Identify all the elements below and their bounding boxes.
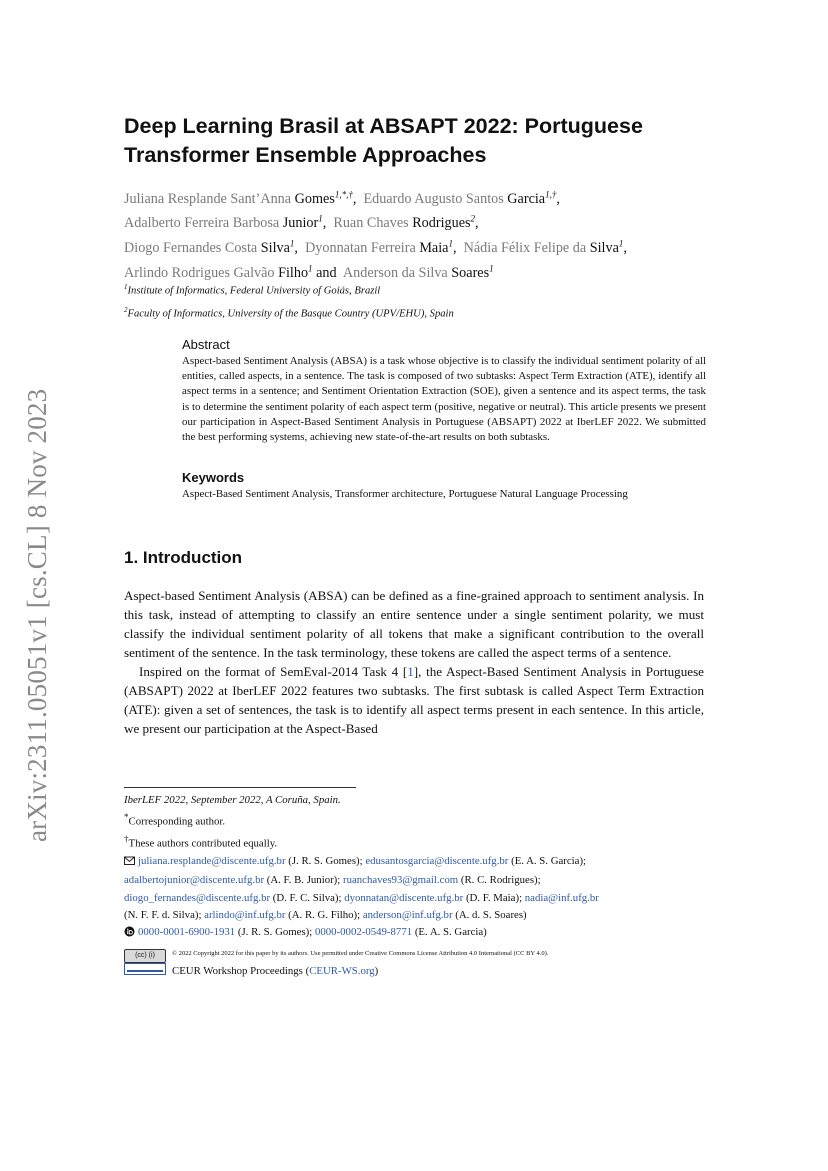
ceur-line: CEUR Workshop Proceedings (CEUR-WS.org) — [124, 963, 714, 980]
author: Anderson da Silva Soares$^1$ — [342, 263, 494, 281]
footnote-divider — [124, 787, 356, 788]
email-link[interactable]: dyonnatan@discente.ufg.br — [344, 891, 464, 904]
paper-title: Deep Learning Brasil at ABSAPT 2022: Portuguese Transformer Ensemble Approaches — [124, 114, 643, 167]
introduction-body — [124, 586, 704, 738]
author: Diogo Fernandes Costa Silva$^1$, — [124, 238, 298, 257]
author-list — [124, 184, 724, 283]
email-line: adalbertojunior@discente.ufg.br (A. F. B. Junior); ruanchaves93@gmail.com (R. C. Rodrigues); — [124, 874, 541, 887]
corresponding-note: *Corresponding author. — [124, 812, 226, 828]
email-link[interactable]: nadia@inf.ufg.br — [524, 891, 599, 904]
email-link[interactable]: adalbertojunior@discente.ufg.br — [124, 874, 265, 887]
email-link[interactable]: edusantosgarcia@discente.ufg.br — [365, 855, 509, 868]
email-line: (N. F. F. d. Silva); arlindo@inf.ufg.br (A. R. G. Filho); anderson@inf.ufg.br (A. d. S. Soares) — [124, 908, 527, 921]
email-link[interactable]: juliana.resplande@discente.ufg.br — [138, 855, 286, 868]
arxiv-identifier-stamp: arXiv:2311.05051v1 [cs.CL] 8 Nov 2023 — [22, 388, 52, 842]
venue-note: IberLEF 2022, September 2022, A Coruña, Spain. — [124, 794, 341, 806]
abstract-section — [182, 337, 706, 445]
abstract-text: Aspect-based Sentiment Analysis (ABSA) is a task whose objective is to classify the individual sentiment polarity of all entities, called aspects, in a sentence. The task is composed of two subtasks: Aspect Term Extraction (ATE), identify all aspect terms in a sentence; and Sentiment Orientation Extraction (SOE), given a sentence and its aspect terms, the task is to determine the sentiment polarity of each aspect term (positive, negative or neutral). This article presents we present our participation in Aspect-Based Sentiment Analysis in Portuguese (ABSAPT) 2022 at IberLEF 2022. We submitted the best performing systems, achieving new state-of-the-art results on both subtasks. — [182, 355, 706, 444]
copyright-line: (cc) (i) © 2022 Copyright 2022 for this paper by its authors. Use permitted under Creative Commons License Attribution 4.0 International (CC BY 4.0). — [124, 944, 714, 963]
email-link[interactable]: diogo_fernandes@discente.ufg.br — [124, 891, 271, 904]
author: Adalberto Ferreira Barbosa Junior$^1$, — [124, 213, 327, 232]
keywords-section — [182, 470, 722, 502]
ceur-link[interactable]: CEUR-WS.org — [309, 964, 375, 977]
abstract-heading: Abstract — [182, 337, 230, 352]
orcid-icon — [124, 926, 135, 943]
keywords-text: Aspect-Based Sentiment Analysis, Transformer architecture, Portuguese Natural Language Processing — [182, 488, 628, 500]
affiliation: $^2$Faculty of Informatics, University of the Basque Country (UPV/EHU), Spain — [124, 305, 454, 320]
email-line: diogo_fernandes@discente.ufg.br (D. F. C. Silva); dyonnatan@discente.ufg.br (D. F. Maia); nadia@inf.ufg.br — [124, 891, 599, 904]
email-link[interactable]: ruanchaves93@gmail.com — [342, 874, 459, 887]
citation-link[interactable]: 1 — [407, 664, 414, 679]
ceur-logo-icon — [124, 963, 166, 975]
introduction-heading: 1. Introduction — [124, 548, 243, 567]
author: Ruan Chaves Rodrigues$^2$, — [333, 213, 479, 232]
equal-contribution-note: †These authors contributed equally. — [124, 834, 278, 850]
cc-by-license-icon: (cc) (i) — [124, 949, 166, 963]
author: Arlindo Rodrigues Galvão Filho$^1$ and — [124, 263, 337, 281]
email-link[interactable]: anderson@inf.ufg.br — [362, 908, 453, 921]
footnotes — [124, 792, 714, 980]
keywords-heading: Keywords — [182, 470, 245, 485]
intro-paragraph-2: Inspired on the format of SemEval-2014 Task 4 [1], the Aspect-Based Sentiment Analysis in Portuguese (ABSAPT) 2022 at IberLEF 2022 features two subtasks. The first subtask is called Aspect Term Extraction (ATE): given a set of sentences, the task is to identify all aspect terms present in each sentence. In this article, we present our participation at the Aspect-Based — [124, 664, 704, 736]
author: Nádia Félix Felipe da Silva$^1$, — [463, 238, 627, 257]
affiliation: $^1$Institute of Informatics, Federal University of Goiás, Brazil — [124, 283, 381, 297]
email-link[interactable]: arlindo@inf.ufg.br — [204, 908, 286, 921]
author: Eduardo Augusto Santos Garcia$^{1,\dagger}$, — [363, 189, 560, 207]
orcid-line: 0000-0001-6900-1931 (J. R. S. Gomes); 0000-0002-0549-8771 (E. A. S. Garcia) — [124, 924, 714, 943]
intro-paragraph-1: Aspect-based Sentiment Analysis (ABSA) can be defined as a fine-grained approach to sentiment analysis. In this task, instead of attempting to classify an entire sentence under a single sentiment polarity, we must classify the individual sentiment polarity of all tokens that make a significant contribution to the overall sentiment of the sentence. In the task terminology, these tokens are called the aspect terms of a sentence. — [124, 588, 704, 660]
orcid-link[interactable]: 0000-0001-6900-1931 — [138, 926, 236, 939]
orcid-link[interactable]: 0000-0002-0549-8771 — [314, 926, 413, 939]
author: Dyonnatan Ferreira Maia$^1$, — [305, 238, 457, 257]
envelope-icon — [124, 855, 135, 872]
affiliation-list — [124, 278, 724, 323]
author: Juliana Resplande Sant’Anna Gomes$^{1,*,\dagger}$, — [124, 189, 357, 207]
email-line: juliana.resplande@discente.ufg.br (J. R. S. Gomes); edusantosgarcia@discente.ufg.br (E. A. S. Garcia); — [124, 853, 714, 872]
